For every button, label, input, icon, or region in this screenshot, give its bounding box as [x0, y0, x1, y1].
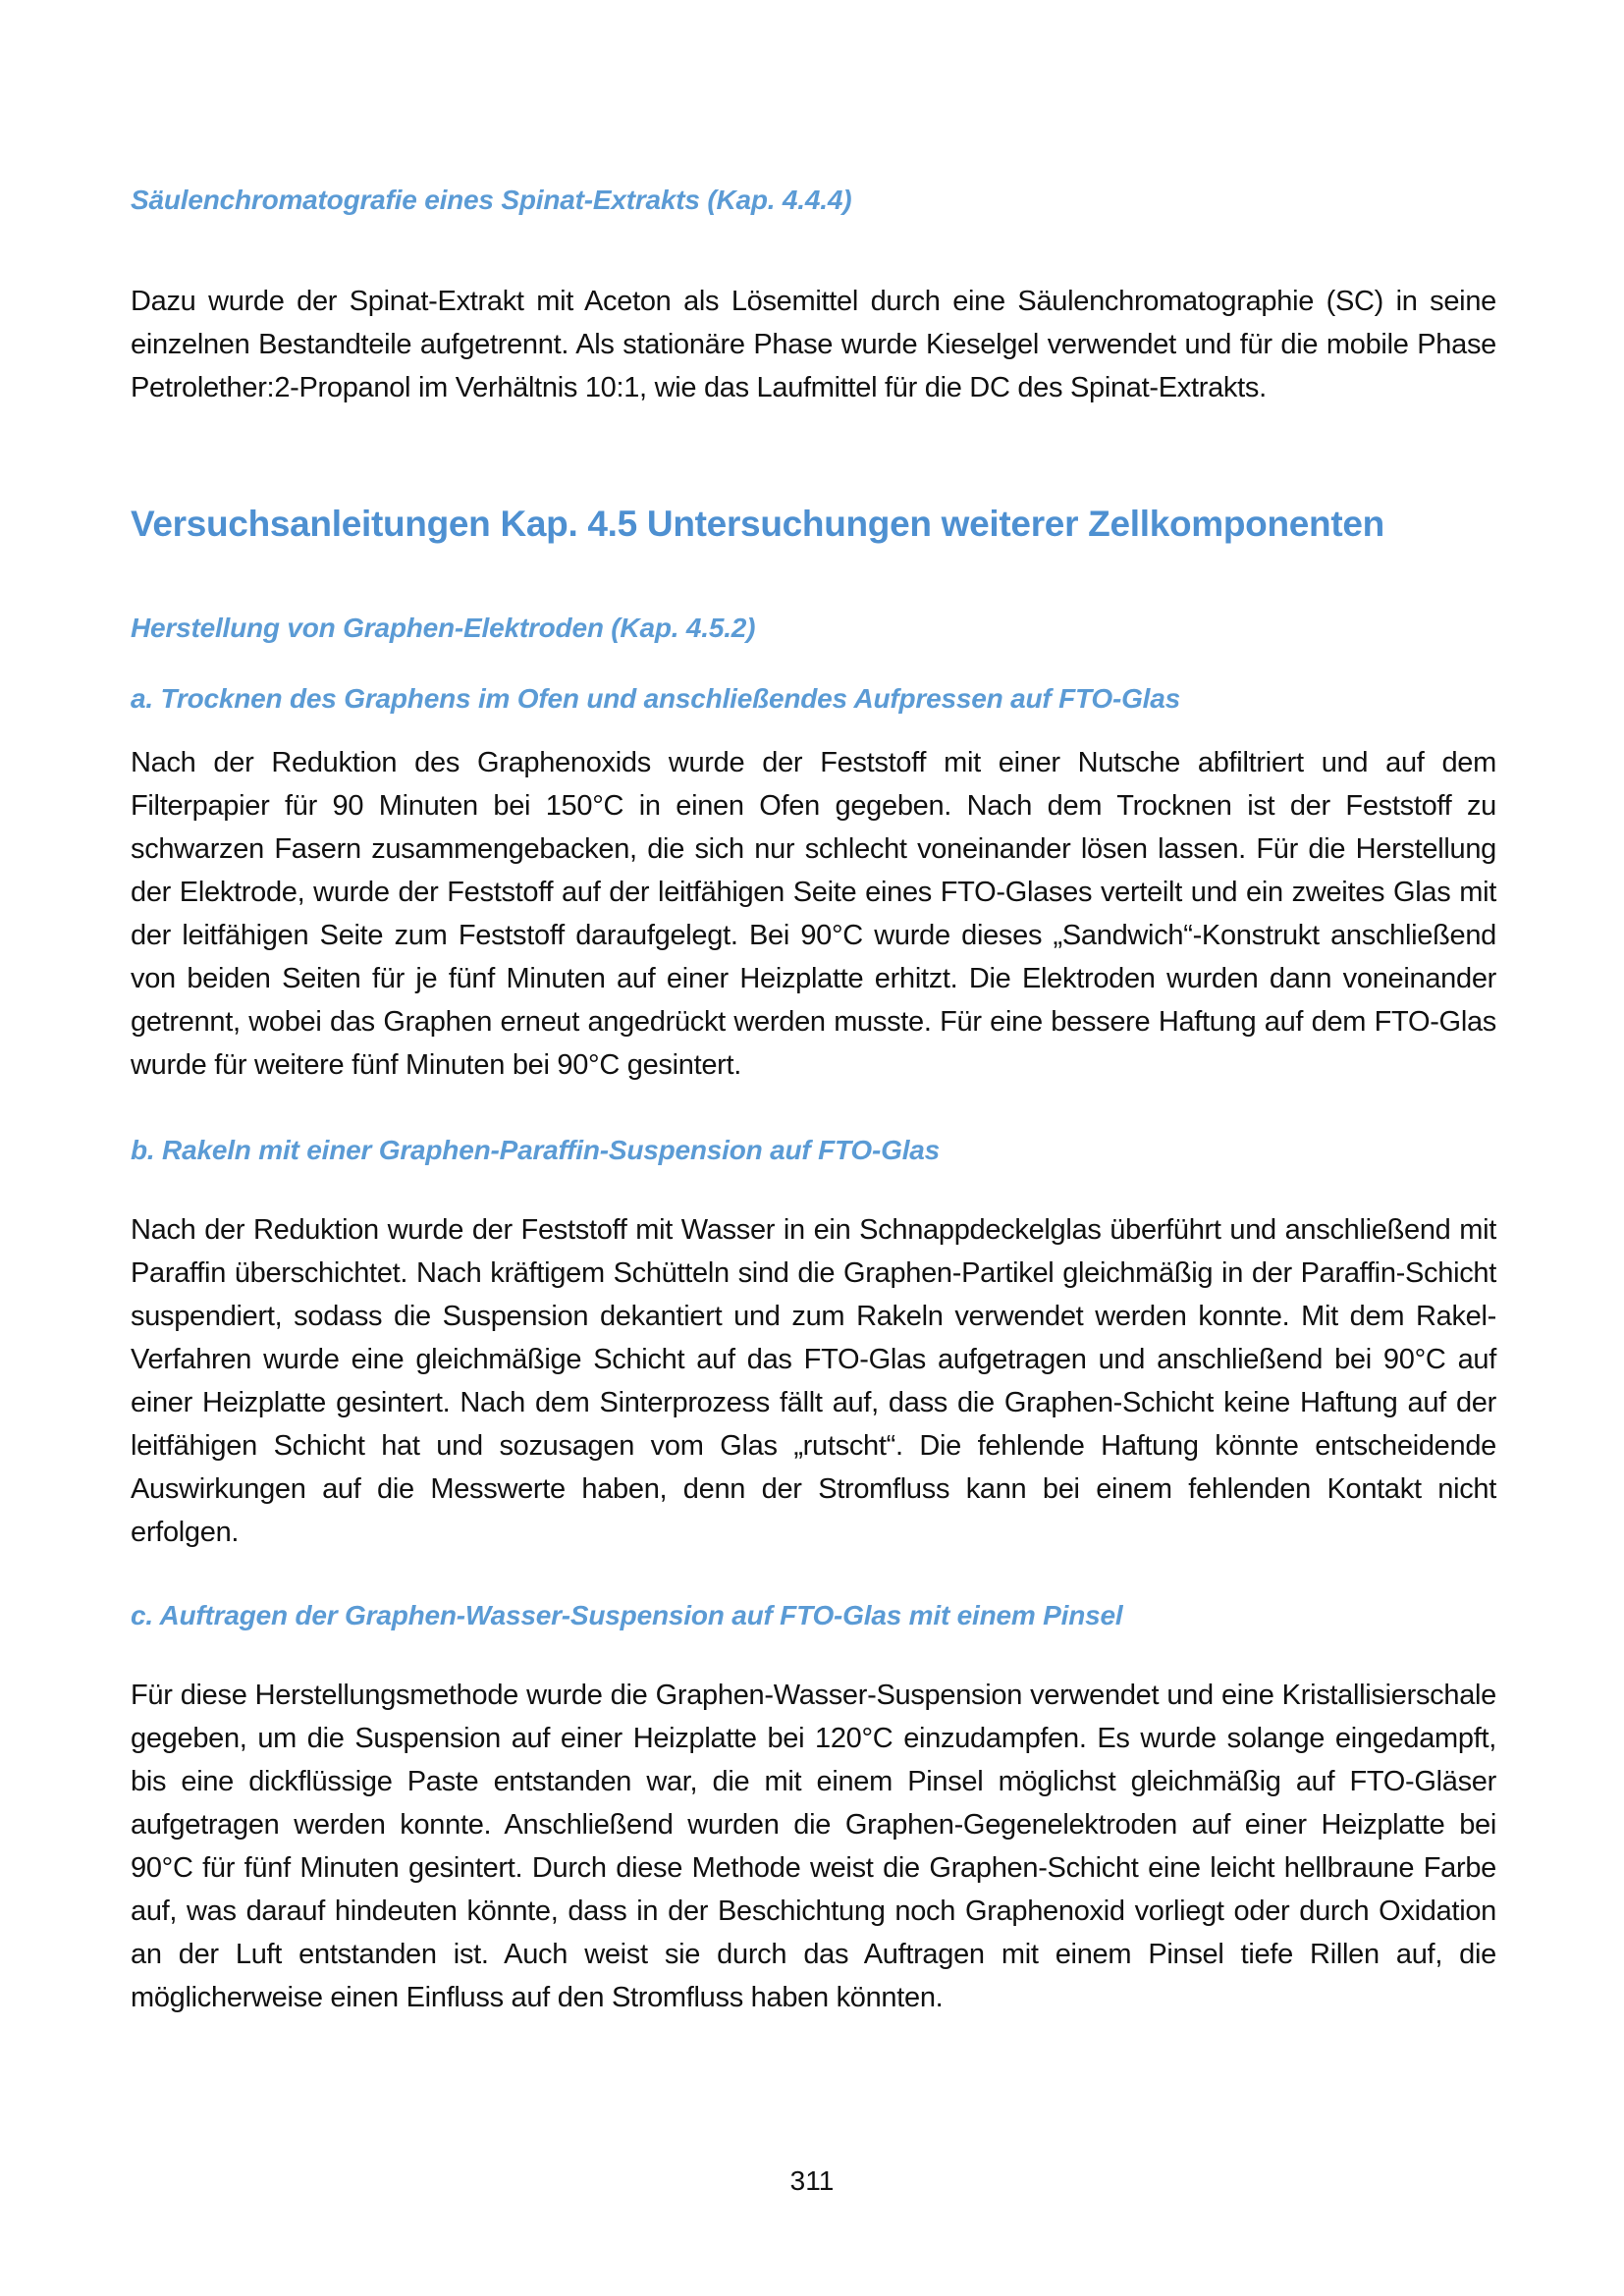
subheading-c-auftragen: c. Auftragen der Graphen-Wasser-Suspension auf FTO-Glas mit einem Pinsel: [131, 1600, 1123, 1630]
paragraph-c-auftragen: Für diese Herstellungsmethode wurde die Graphen-Wasser-Suspension verwendet und eine Kristallisierschale gegeben, um die Suspension auf einer Heizplatte bei 120°C einzudampfen. Es wurde solange eingedampft, bis eine dickflüssige Paste entstanden war, die mit einem Pinsel möglichst gleichmäßig auf FTO-Gläser aufgetragen werden konnte. Anschließend wurden die Graphen-Gegenelektroden auf einer Heizplatte bei 90°C für fünf Minuten gesintert. Durch diese Methode weist die Graphen-Schicht eine leicht hellbraune Farbe auf, was darauf hindeuten könnte, dass in der Beschichtung noch Graphenoxid vorliegt oder durch Oxidation an der Luft entstanden ist. Auch weist sie durch das Auftragen mit einem Pinsel tiefe Rillen auf, die möglicherweise einen Einfluss auf den Stromfluss haben könnten.: [131, 1680, 1496, 2013]
page-content: [131, 0, 1496, 2019]
page-number: 311: [789, 2165, 835, 2196]
paragraph-a-trocknen: Nach der Reduktion des Graphenoxids wurde der Feststoff mit einer Nutsche abfiltriert und auf dem Filterpapier für 90 Minuten bei 150°C in einen Ofen gegeben. Nach dem Trocknen ist der Feststoff zu schwarzen Fasern zusammengebacken, die sich nur schlecht voneinander lösen lassen. Für die Herstellung der Elektrode, wurde der Feststoff auf der leitfähigen Seite eines FTO-Glases verteilt und ein zweites Glas mit der leitfähigen Seite zum Feststoff daraufgelegt. Bei 90°C wurde dieses „Sandwich“-Konstrukt anschließend von beiden Seiten für je fünf Minuten auf einer Heizplatte erhitzt. Die Elektroden wurden dann voneinander getrennt, wobei das Graphen erneut angedrückt werden musste. Für eine bessere Haftung auf dem FTO-Glas wurde für weitere fünf Minuten bei 90°C gesintert.: [131, 747, 1496, 1081]
subheading-a-trocknen: a. Trocknen des Graphens im Ofen und anschließendes Aufpressen auf FTO-Glas: [131, 683, 1180, 714]
paragraph-spinat-extrakt: Dazu wurde der Spinat-Extrakt mit Aceton als Lösemittel durch eine Säulenchromatographie (SC) in seine einzelnen Bestandteile aufgetrennt. Als stationäre Phase wurde Kieselgel verwendet und für die mobile Phase Petrolether:2-Propanol im Verhältnis 10:1, wie das Laufmittel für die DC des Spinat-Extrakts.: [131, 286, 1496, 403]
subheading-saeulenchromatografie: Säulenchromatografie eines Spinat-Extrakts (Kap. 4.4.4): [131, 185, 852, 215]
paragraph-b-rakeln: Nach der Reduktion wurde der Feststoff mit Wasser in ein Schnappdeckelglas überführt und anschließend mit Paraffin überschichtet. Nach kräftigem Schütteln sind die Graphen-Partikel gleichmäßig in der Paraffin-Schicht suspendiert, sodass die Suspension dekantiert und zum Rakeln verwendet werden konnte. Mit dem Rakel-Verfahren wurde eine gleichmäßige Schicht auf das FTO-Glas aufgetragen und anschließend bei 90°C auf einer Heizplatte gesintert. Nach dem Sinterprozess fällt auf, dass die Graphen-Schicht keine Haftung auf der leitfähigen Schicht hat und sozusagen vom Glas „rutscht“. Die fehlende Haftung könnte entscheidende Auswirkungen auf die Messwerte haben, denn der Stromfluss kann bei einem fehlenden Kontakt nicht erfolgen.: [131, 1214, 1496, 1548]
chapter-heading-versuchsanleitungen: Versuchsanleitungen Kap. 4.5 Untersuchungen weiterer Zellkomponenten: [131, 504, 1384, 544]
subheading-herstellung-graphen-elektroden: Herstellung von Graphen-Elektroden (Kap. 4.5.2): [131, 613, 756, 643]
subheading-b-rakeln: b. Rakeln mit einer Graphen-Paraffin-Suspension auf FTO-Glas: [131, 1135, 941, 1165]
